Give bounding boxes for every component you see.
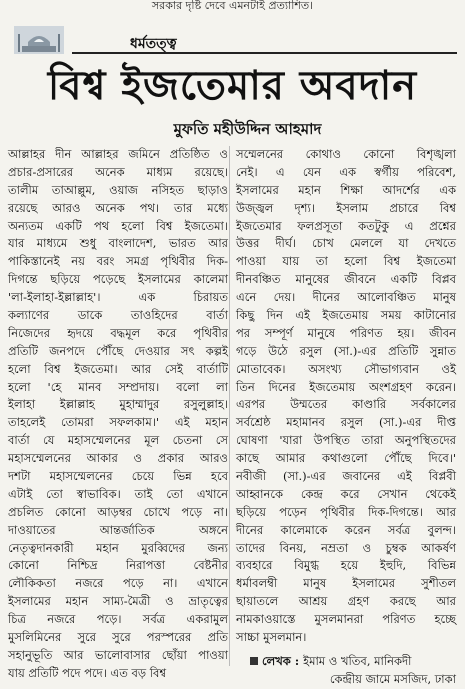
- text-line: ইজতেমার ফলপ্রসূতা কতটুকু এ প্রশ্নের: [236, 218, 456, 233]
- text-line: পাওয়া যায় তা হলো বিশ্ব ইজতেমা: [236, 254, 456, 269]
- text-line: নিজেদের হৃদয়ে বদ্ধমূল করে পৃথিবীর: [8, 325, 228, 340]
- text-line: কাছে আমার কথাগুলো পৌঁছে দিবে।': [236, 451, 456, 466]
- header-divider: [72, 52, 457, 54]
- text-line: নবীজী (সা.)-এর জবানের এই বিপ্লবী: [236, 469, 456, 484]
- text-line: দীনের কালেমাকে করেন সর্বত্র বুলন্দ।: [236, 522, 456, 537]
- text-line: নেতৃত্বদানকারী মহান মুরব্বিদের জন্য: [8, 540, 228, 555]
- text-line: যার মাধ্যমে শুধু বাংলাদেশ, ভারত আর: [8, 236, 228, 251]
- text-line: অন্যতম একটি পথ হলো বিশ্ব ইজতেমা।: [8, 218, 228, 233]
- text-line: গড়ে উঠে রসুল (সা.)-এর প্রতিটি সুন্নাত: [236, 343, 456, 358]
- text-line: কিছু দিন এই ইজতেমায় সময় কাটানোর: [236, 308, 456, 323]
- mosque-icon: [14, 26, 64, 54]
- text-line: ছড়িয়ে পড়েন পৃথিবীর দিক-দিগন্তে। আর: [236, 504, 456, 519]
- author-label: লেখক :: [262, 653, 304, 668]
- text-line: নেই। এ যেন এক স্বর্গীয় পরিবেশ,: [236, 164, 456, 179]
- text-line: প্রতিটি জনপদে পৌঁছে দেওয়ার সৎ কল্পই: [8, 343, 228, 358]
- text-line: তাদের বিনয়, নম্রতা ও চুম্বক আকর্ষণ: [236, 540, 456, 555]
- text-line: আহ্বানকে কেন্দ্র করে সেখান থেকেই: [236, 486, 456, 501]
- text-line: নামকাওয়াস্তে মুসলমানরা পরিণত হচ্ছে: [236, 612, 456, 627]
- text-line: হলো 'হে মানব সম্প্রদায়। বলো লা: [8, 379, 228, 394]
- text-line: এনে দেয়। দীনের আলোবঞ্চিত মানুষ: [236, 290, 456, 305]
- text-line: উত্তর দীর্ঘ। চোখ মেললে যা দেখতে: [236, 236, 456, 251]
- text-line: কল্যাণের ডাকে তাওহিদের বার্তা: [8, 308, 228, 323]
- text-line: সর্বশ্রেষ্ঠ মহামানব রসুল (সা.)-এর দীপ্ত: [236, 415, 456, 430]
- text-line: চিত্র নজরে পড়ে। সর্বত্র একরামুল: [8, 612, 228, 627]
- text-line: দীনবঞ্চিত মানুষের জীবনে একটি বিপ্লব: [236, 272, 456, 287]
- text-line: প্রচার-প্রসারের অনেক মাধ্যম রয়েছে।: [8, 164, 228, 179]
- text-line: ইসলামের মহান সাম্য-মৈত্রী ও ভ্রাতৃত্বের: [8, 594, 228, 609]
- text-line: দাওয়াতের আন্তর্জাতিক অঙ্গনে: [8, 522, 228, 537]
- text-line: ঘোষণা 'যারা উপস্থিত তারা অনুপস্থিতদের: [236, 433, 456, 448]
- text-line: ধর্মাবলম্বী মানুষ ইসলামের সুশীতল: [236, 576, 456, 591]
- text-line: মহাসম্মেলনের আকার ও প্রকার আরও: [8, 451, 228, 466]
- text-line: তাহলেই তোমরা সফলকাম।' এই মহান: [8, 415, 228, 430]
- text-line: রয়েছে আরও অনেক পথ। তার মধ্যে: [8, 200, 228, 215]
- text-line: লৌকিকতা নজরে পড়ে না। এখানে: [8, 576, 228, 591]
- article-column-right: [236, 146, 456, 686]
- text-line: বার্তা যে মহাসম্মেলনের মূল চেতনা সে: [8, 433, 228, 448]
- text-line: ছায়াতলে আশ্রয় গ্রহণ করছে আর: [236, 594, 456, 609]
- text-line: ইলাহা ইল্লাল্লাহ মুহাম্মাদুর রসুলুল্লাহ।: [8, 397, 228, 412]
- article-column-left: [8, 146, 228, 680]
- text-line: তালীম তাআল্লুম, ওয়াজ নসিহত ছাড়াও: [8, 182, 228, 197]
- square-bullet-icon: [250, 657, 258, 665]
- section-label: ধর্মতত্ত্ব: [130, 36, 177, 52]
- text-line: কোনো নিশ্চিদ্র নিরাপত্তা বেষ্টনীর: [8, 558, 228, 573]
- article-byline: মুফতি মহীউদ্দিন আহমাদ: [173, 120, 322, 138]
- text-line: আল্লাহর দীন আল্লাহর জমিনে প্রতিষ্ঠিত ও: [8, 147, 228, 161]
- text-line: ইসলামের মহান শিক্ষা আদর্শের এক: [236, 182, 456, 197]
- text-line: এরপর উম্মতের কাণ্ডারি সর্বকালের: [236, 397, 456, 412]
- text-line: মুসলিমিনের সুরে সুরে পরস্পরের প্রতি: [8, 630, 228, 645]
- text-line: দশটা মহাসম্মেলনের চেয়ে ভিন্ন হবে: [8, 469, 228, 484]
- article-headline: বিশ্ব ইজতেমার অবদান: [47, 63, 418, 109]
- text-line: ব্যবহারে বিমুগ্ধ হয়ে ইহুদি, বিভিন্ন: [236, 558, 456, 573]
- text-line: এটাই তো স্বাভাবিক। তাই তো এখানে: [8, 486, 228, 501]
- text-line: যায় প্রতিটি পদে পদে। এত বড় বিশ্ব: [8, 665, 167, 680]
- text-line: 'লা-ইলাহা-ইল্লাল্লাহ'। এক চিরায়ত: [8, 290, 228, 305]
- text-line: প্রচলিত কোনো আড়ম্বর চোখে পড়ে না।: [8, 504, 228, 519]
- text-line: হলো বিশ্ব ইজতেমা। আর সেই বার্তাটি: [8, 361, 228, 376]
- author-credit: [236, 653, 456, 671]
- text-line: সহানুভূতি আর ভালোবাসার ছোঁয়া পাওয়া: [8, 647, 228, 662]
- text-line: দিগন্তে ছড়িয়ে পড়েছে ইসলামের কালেমা: [8, 272, 228, 287]
- column-divider: [229, 146, 230, 666]
- text-line: মোতাবেক। অসংখ্য সৌভাগ্যবান ওই: [236, 361, 456, 376]
- previous-article-tail: সরকার দৃষ্টি দেবে এমনটাই প্রত্যাশিত।: [151, 0, 314, 12]
- text-line: সম্মেলনের কোথাও কোনো বিশৃঙ্খলা: [236, 147, 456, 161]
- text-line: সাচ্চা মুসলমান।: [236, 630, 307, 645]
- text-line: তিন দিনের ইজতেমায় অংশগ্রহণ করেন।: [236, 379, 456, 394]
- text-line: পাকিস্তানেই নয় বরং সমগ্র পৃথিবীর দিক-: [8, 254, 228, 269]
- author-line-1: ইমাম ও খতিব, মানিকদী: [303, 653, 412, 668]
- author-line-2: কেন্দ্রীয় জামে মসজিদ, ঢাকা: [329, 671, 456, 686]
- text-line: পর সম্পূর্ণ মানুষে পরিণত হয়। জীবন: [236, 325, 456, 340]
- text-line: উজ্জ্বল দৃশ্য। ইসলাম প্রচারে বিশ্ব: [236, 200, 456, 215]
